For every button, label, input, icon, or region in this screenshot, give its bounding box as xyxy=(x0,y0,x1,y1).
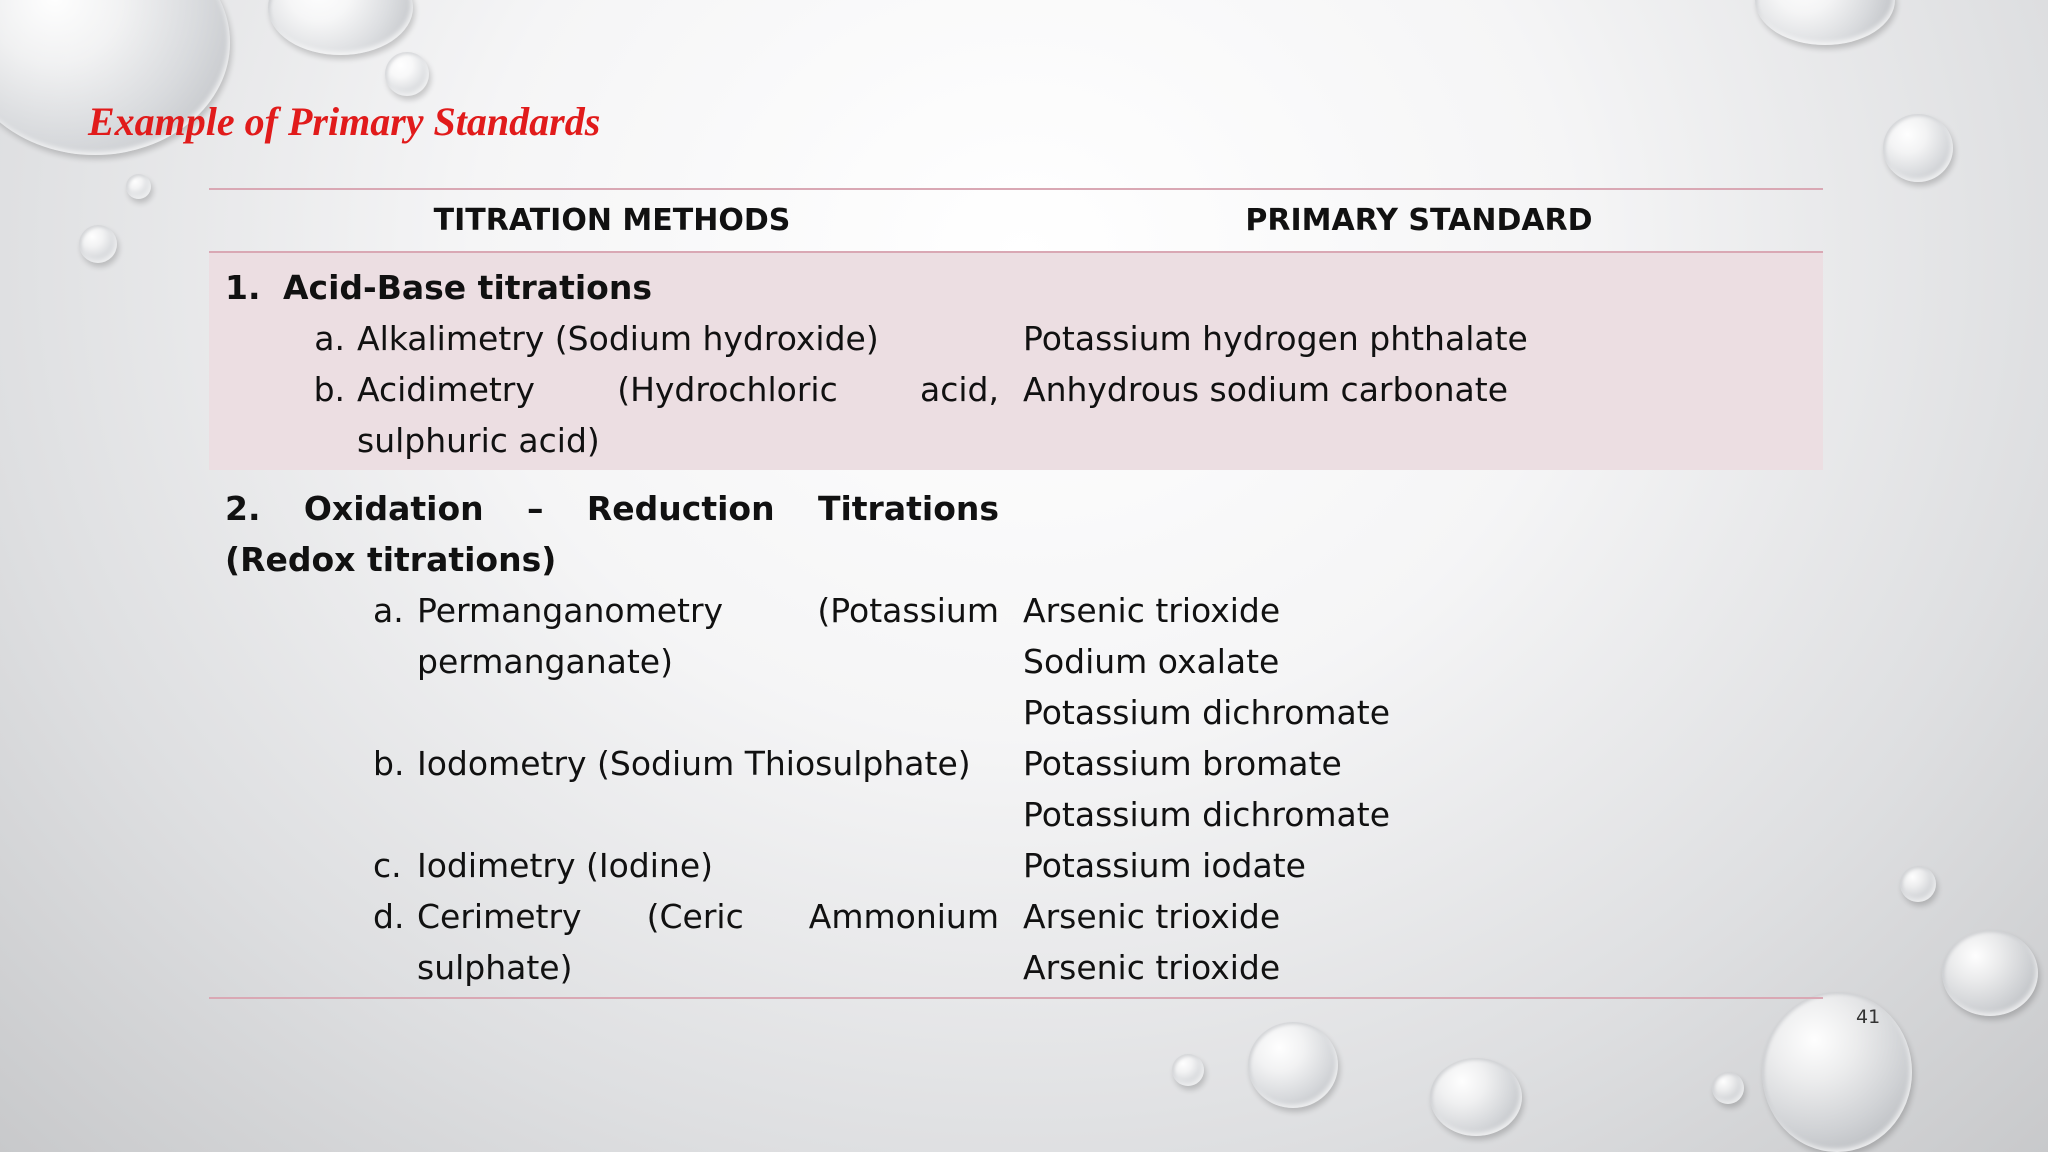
water-droplet-decoration xyxy=(1755,0,1895,45)
methods-cell xyxy=(209,470,999,997)
water-droplet-decoration xyxy=(1430,1058,1522,1136)
list-item xyxy=(225,840,999,891)
item-method: Cerimetry (Ceric Ammonium sulphate) xyxy=(417,897,999,987)
water-droplet-decoration xyxy=(1942,930,2038,1016)
section-heading xyxy=(225,262,999,313)
page-number: 41 xyxy=(1856,1006,1881,1028)
water-droplet-decoration xyxy=(1248,1022,1338,1108)
water-droplet-decoration xyxy=(268,0,413,55)
item-method: Permanganometry (Potassium permanganate) xyxy=(417,591,999,681)
list-item xyxy=(225,313,999,364)
item-letter: c. xyxy=(373,846,402,885)
standard-value: Potassium hydrogen phthalate xyxy=(1023,319,1528,358)
standard-value: Potassium dichromate xyxy=(1023,693,1390,732)
standard-value: Anhydrous sodium carbonate xyxy=(1023,370,1509,409)
section-heading-text: Acid-Base titrations xyxy=(283,268,652,307)
methods-cell xyxy=(209,253,999,470)
water-droplet-decoration xyxy=(1883,114,1953,182)
standard-value: Arsenic trioxide xyxy=(1023,591,1281,630)
water-droplet-decoration xyxy=(1900,866,1936,902)
item-letter: d. xyxy=(373,897,405,936)
standard-value: Potassium iodate xyxy=(1023,846,1306,885)
item-letter: a. xyxy=(373,591,404,630)
standard-value: Arsenic trioxide xyxy=(1023,948,1281,987)
list-item xyxy=(225,891,999,993)
item-method: Iodometry (Sodium Thiosulphate) xyxy=(417,744,971,783)
section-number: 1. xyxy=(225,268,261,307)
water-droplet-decoration xyxy=(1172,1054,1204,1086)
table-row-redox xyxy=(209,470,1823,997)
item-method: Alkalimetry (Sodium hydroxide) xyxy=(357,319,879,358)
standards-cell xyxy=(999,253,1823,470)
list-item xyxy=(225,738,999,789)
table-bottom-rule xyxy=(209,997,1823,999)
standard-value: Potassium bromate xyxy=(1023,744,1342,783)
water-droplet-decoration xyxy=(1762,992,1912,1152)
header-titration-methods: TITRATION METHODS xyxy=(433,203,791,238)
item-method: Acidimetry (Hydrochloric acid, sulphuric acid) xyxy=(357,370,999,460)
primary-standards-table xyxy=(209,188,1823,999)
slide-title: Example of Primary Standards xyxy=(88,99,601,144)
section-heading: 2. Oxidation – Reduction Titrations (Redox titrations) xyxy=(225,489,999,579)
water-droplet-decoration xyxy=(126,174,151,199)
standard-value: Arsenic trioxide xyxy=(1023,897,1281,936)
item-letter: b. xyxy=(373,744,405,783)
list-item xyxy=(225,585,999,687)
item-letter: b. xyxy=(313,370,345,409)
standard-value: Potassium dichromate xyxy=(1023,795,1390,834)
water-droplet-decoration xyxy=(385,52,429,96)
standard-value: Sodium oxalate xyxy=(1023,642,1280,681)
list-item xyxy=(225,364,999,466)
item-letter: a. xyxy=(314,319,345,358)
table-row-acid-base xyxy=(209,253,1823,470)
standards-cell xyxy=(999,470,1823,997)
water-droplet-decoration xyxy=(1712,1072,1744,1104)
header-primary-standard: PRIMARY STANDARD xyxy=(1245,203,1593,238)
table-header-row xyxy=(209,190,1823,251)
item-method: Iodimetry (Iodine) xyxy=(417,846,714,885)
water-droplet-decoration xyxy=(79,225,117,263)
